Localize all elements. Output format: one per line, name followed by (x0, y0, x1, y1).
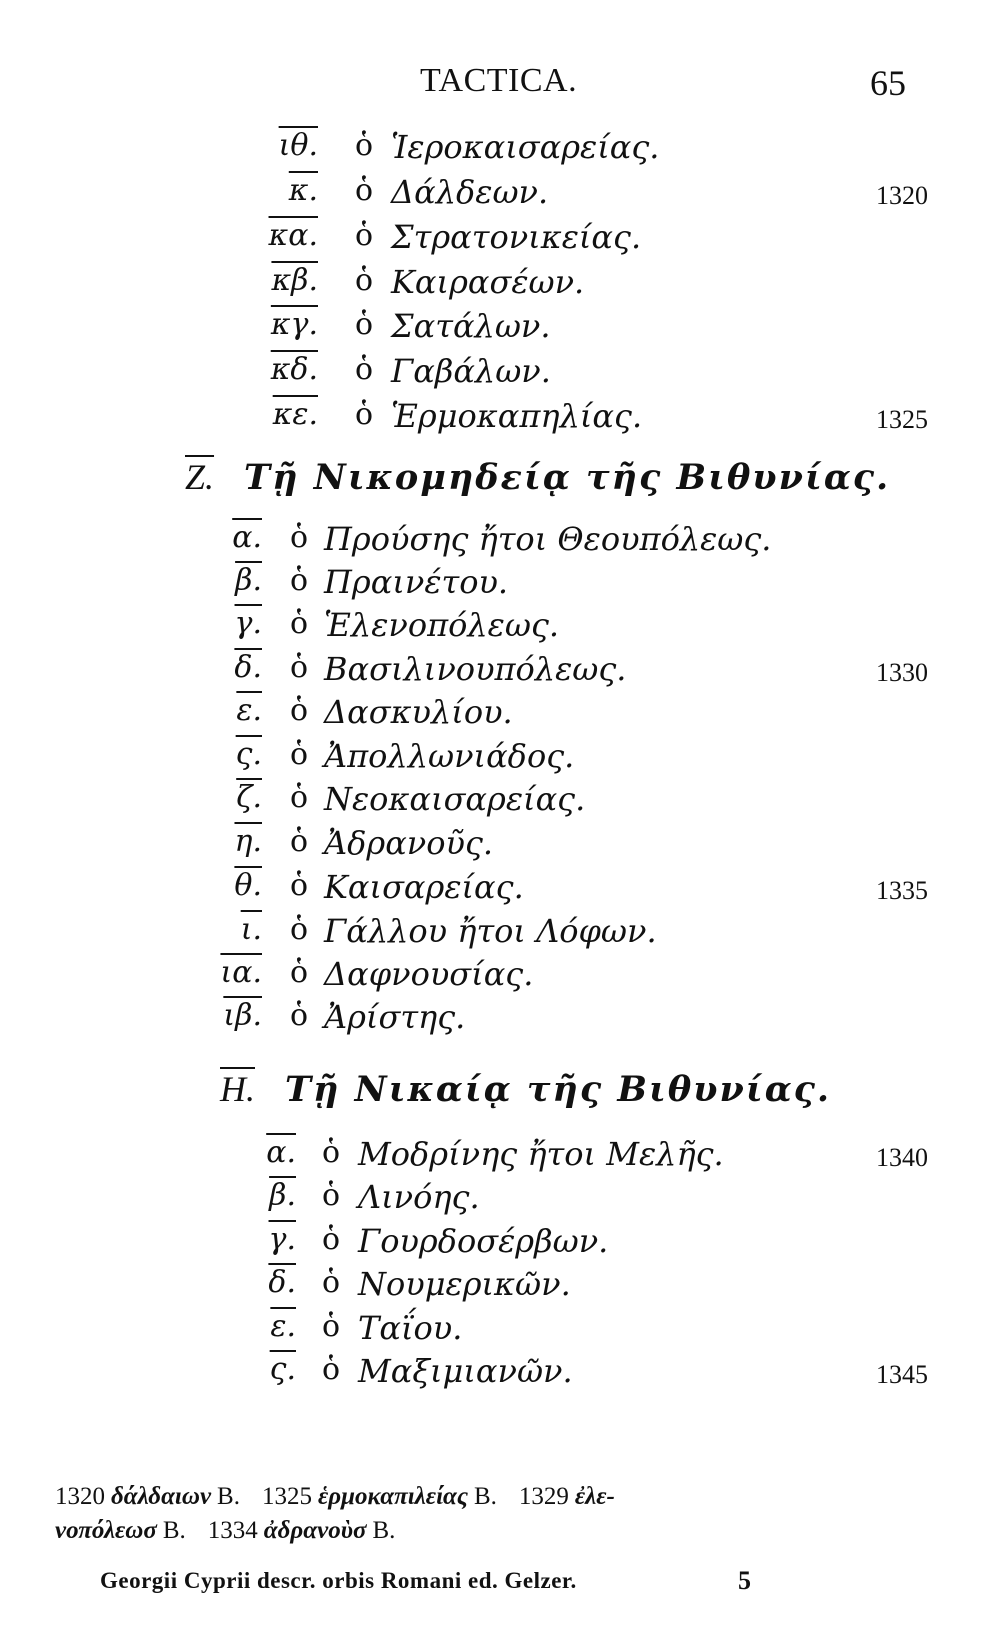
running-head: TACTICA. (420, 62, 578, 99)
entry-name: Βασιλινουπόλεως. (324, 650, 627, 688)
entry-name: Πραινέτου. (324, 563, 509, 601)
apparatus-variant: ἐλε- (574, 1483, 615, 1510)
entry-numeral: β. (269, 1178, 296, 1213)
line-number: 1330 (876, 658, 928, 687)
apparatus-variant: νοπόλεωσ (55, 1517, 157, 1544)
entry-numeral: α. (232, 520, 262, 555)
entry-article: ὁ (290, 868, 309, 903)
apparatus-entry (55, 1514, 186, 1548)
entry-article: ὁ (290, 693, 309, 728)
entry-numeral: κ. (288, 173, 318, 208)
entry-name: Νουμερικῶν. (358, 1265, 571, 1303)
entry-article: ὁ (322, 1135, 341, 1170)
section-heading (185, 456, 890, 498)
apparatus-entry (208, 1514, 396, 1548)
entry-name: Ἑρμοκαπηλίας. (391, 397, 643, 435)
entry-article: ὁ (290, 650, 309, 685)
entry-name: Λινόης. (358, 1178, 480, 1216)
entry-article: ὁ (322, 1309, 341, 1344)
entry-name: Ἀδρανοῦς. (324, 824, 494, 862)
entry-name: Δάλδεων. (391, 173, 549, 211)
entry-numeral: ζ. (236, 780, 262, 815)
entry-article: ὁ (290, 520, 309, 555)
entry-name: Καιρασέων. (391, 263, 585, 301)
section-numeral: Ζ. (185, 457, 215, 497)
line-number: 1325 (876, 405, 928, 434)
entry-numeral: ε. (236, 693, 262, 728)
entry-numeral: ια. (220, 955, 262, 990)
entry-article: ὁ (290, 606, 309, 641)
apparatus-variant: ἑρμοκαπιλείας (317, 1483, 468, 1510)
entry-numeral: ιθ. (278, 128, 318, 163)
entry-article: ὁ (322, 1265, 341, 1300)
apparatus-line-ref: 1329 (518, 1483, 569, 1510)
entry-name: Ἑλενοπόλεως. (324, 606, 560, 644)
entry-article: ὁ (290, 824, 309, 859)
apparatus-entry (262, 1480, 497, 1514)
entry-name: Μοδρίνης ἤτοι Μελῆς. (358, 1135, 724, 1173)
entry-numeral: ε. (270, 1309, 296, 1344)
entry-numeral: γ. (234, 606, 262, 641)
apparatus-siglum: B. (372, 1517, 396, 1544)
entry-article: ὁ (290, 737, 309, 772)
entry-name: Καισαρείας. (324, 868, 524, 906)
entry-article: ὁ (355, 173, 374, 208)
entry-numeral: ς. (269, 1352, 296, 1387)
entry-numeral: ι. (240, 912, 262, 947)
entry-name: Ἀπολλωνιάδος. (324, 737, 575, 775)
entry-article: ὁ (322, 1222, 341, 1257)
entry-name: Γαβάλων. (391, 352, 551, 390)
entry-numeral: κγ. (270, 307, 318, 342)
apparatus-line (55, 1514, 935, 1548)
entry-article: ὁ (355, 218, 374, 253)
apparatus-variant: ἀδρανοὺσ (263, 1517, 367, 1544)
entry-article: ὁ (290, 563, 309, 598)
entry-numeral: ς. (235, 737, 262, 772)
apparatus-siglum: B. (473, 1483, 497, 1510)
entry-numeral: κβ. (271, 263, 318, 298)
entry-article: ὁ (290, 998, 309, 1033)
entry-numeral: θ. (234, 868, 262, 903)
entry-article: ὁ (355, 128, 374, 163)
entry-name: Στρατονικείας. (391, 218, 642, 256)
entry-numeral: α. (266, 1135, 296, 1170)
apparatus-variant: δάλδαιων (111, 1483, 212, 1510)
entry-numeral: β. (235, 563, 262, 598)
entry-numeral: δ. (234, 650, 262, 685)
entry-article: ὁ (290, 955, 309, 990)
entry-numeral: κε. (272, 397, 318, 432)
signature-mark: 5 (738, 1566, 751, 1595)
entry-name: Γουρδοσέρβων. (358, 1222, 609, 1260)
entry-article: ὁ (322, 1178, 341, 1213)
entry-numeral: η. (234, 824, 262, 859)
entry-article: ὁ (290, 912, 309, 947)
entry-article: ὁ (322, 1352, 341, 1387)
apparatus-siglum: B. (162, 1517, 186, 1544)
section-heading (220, 1068, 831, 1110)
entry-name: Νεοκαισαρείας. (324, 780, 586, 818)
entry-name: Σατάλων. (391, 307, 551, 345)
entry-article: ὁ (355, 263, 374, 298)
section-numeral: Η. (220, 1069, 255, 1109)
entry-numeral: κα. (268, 218, 318, 253)
page-number: 65 (870, 63, 906, 103)
entry-numeral: ιβ. (223, 998, 262, 1033)
line-number: 1320 (876, 181, 928, 210)
section-title: Τῇ Νικαίᾳ τῆς Βιθυνίας. (285, 1069, 832, 1110)
critical-apparatus (55, 1480, 935, 1548)
entry-name: Προύσης ἤτοι Θεουπόλεως. (324, 520, 772, 558)
line-number: 1345 (876, 1360, 928, 1389)
entry-article: ὁ (355, 307, 374, 342)
entry-name: Δαφνουσίας. (324, 955, 534, 993)
line-number: 1335 (876, 876, 928, 905)
apparatus-line-ref: 1320 (55, 1483, 105, 1510)
line-number: 1340 (876, 1143, 928, 1172)
apparatus-entry (519, 1480, 615, 1514)
entry-article: ὁ (355, 397, 374, 432)
entry-name: Μαξιμιανῶν. (358, 1352, 573, 1390)
entry-numeral: γ. (268, 1222, 296, 1257)
entry-name: Ἱεροκαισαρείας. (391, 128, 660, 166)
entry-name: Ταΐου. (358, 1309, 463, 1347)
entry-name: Ἀρίστης. (324, 998, 466, 1036)
apparatus-entry (55, 1480, 240, 1514)
footer-imprint: Georgii Cyprii descr. orbis Romani ed. Gelzer. (100, 1568, 577, 1593)
entry-article: ὁ (355, 352, 374, 387)
section-title: Τῇ Νικομηδείᾳ τῆς Βιθυνίας. (244, 457, 891, 498)
apparatus-siglum: B. (217, 1483, 240, 1510)
entry-name: Δασκυλίου. (324, 693, 513, 731)
entry-name: Γάλλου ἤτοι Λόφων. (324, 912, 657, 950)
apparatus-line (55, 1480, 935, 1514)
entry-numeral: δ. (268, 1265, 296, 1300)
apparatus-line-ref: 1325 (261, 1483, 312, 1510)
entry-article: ὁ (290, 780, 309, 815)
entry-numeral: κδ. (270, 352, 318, 387)
apparatus-line-ref: 1334 (207, 1517, 258, 1544)
